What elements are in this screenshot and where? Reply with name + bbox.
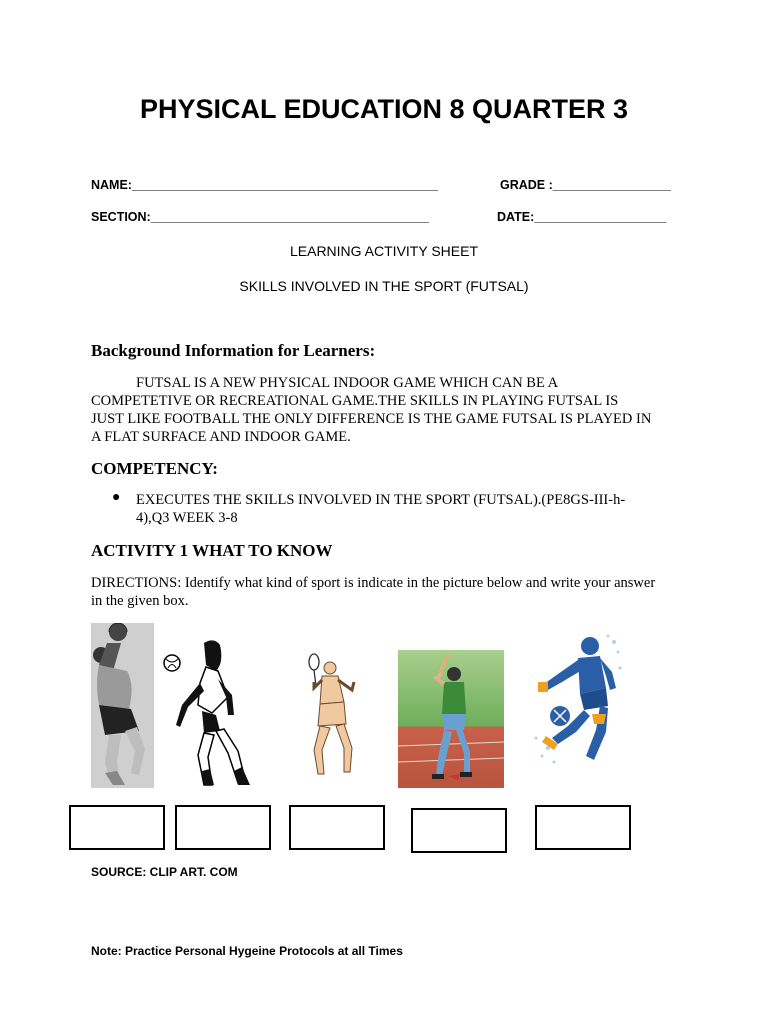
competency-line-2: 4),Q3 WEEK 3-8 — [136, 510, 238, 526]
competency-line-1: EXECUTES THE SKILLS INVOLVED IN THE SPORT (FUTSAL).(PE8GS-III-h- — [136, 492, 626, 508]
skills-topic-label: SKILLS INVOLVED IN THE SPORT (FUTSAL) — [239, 278, 529, 294]
section-field[interactable]: SECTION:________________________________________ — [91, 210, 429, 224]
date-field[interactable]: DATE:___________________ — [497, 210, 667, 224]
background-heading: Background Information for Learners: — [91, 341, 376, 360]
volleyball-player-picture — [162, 635, 272, 788]
directions-line-2: in the given box. — [91, 593, 189, 609]
answer-box-5[interactable] — [535, 805, 631, 850]
answer-box-4[interactable] — [411, 808, 507, 853]
source-label: SOURCE: CLIP ART. COM — [91, 865, 238, 879]
directions-line-1: DIRECTIONS: Identify what kind of sport is indicate in the picture below and write your answer — [91, 575, 656, 591]
bullet-icon: ● — [112, 490, 121, 505]
background-line-4: A FLAT SURFACE AND INDOOR GAME. — [91, 429, 351, 445]
badminton-player-picture — [300, 652, 362, 782]
answer-box-2[interactable] — [175, 805, 271, 850]
activity-heading: ACTIVITY 1 WHAT TO KNOW — [91, 541, 333, 560]
background-line-3: JUST LIKE FOOTBALL THE ONLY DIFFERENCE IS THE GAME FUTSAL IS PLAYED IN — [91, 411, 652, 427]
basketball-player-picture — [91, 623, 154, 788]
grade-field[interactable]: GRADE :_________________ — [500, 178, 671, 192]
soccer-player-picture — [528, 628, 628, 778]
background-line-1: FUTSAL IS A NEW PHYSICAL INDOOR GAME WHICH CAN BE A — [136, 375, 559, 391]
answer-box-1[interactable] — [69, 805, 165, 850]
background-line-2: COMPETETIVE OR RECREATIONAL GAME.THE SKILLS IN PLAYING FUTSAL IS — [91, 393, 619, 409]
answer-box-3[interactable] — [289, 805, 385, 850]
competency-heading: COMPETENCY: — [91, 459, 218, 478]
name-field[interactable]: NAME:____________________________________________ — [91, 178, 438, 192]
page-title: PHYSICAL EDUCATION 8 QUARTER 3 — [139, 94, 629, 124]
learning-activity-sheet-label: LEARNING ACTIVITY SHEET — [289, 243, 478, 259]
hygiene-note: Note: Practice Personal Hygeine Protocols at all Times — [91, 944, 403, 958]
baseball-player-picture — [398, 650, 504, 788]
